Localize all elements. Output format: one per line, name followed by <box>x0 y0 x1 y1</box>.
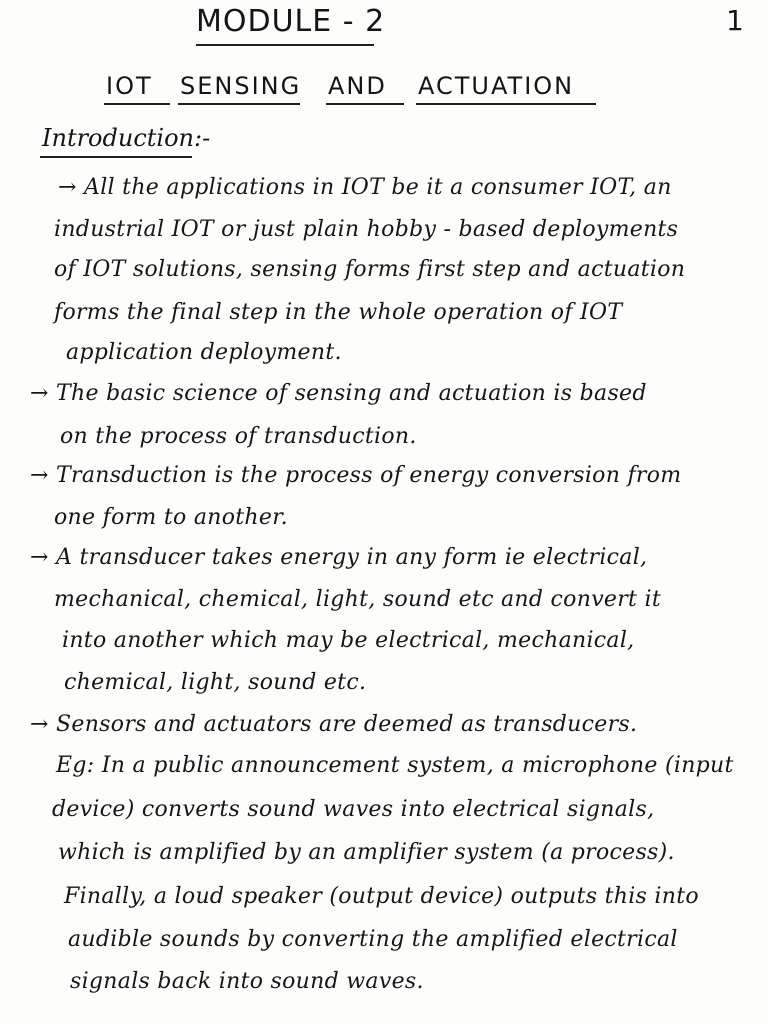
subtitle-word-and: AND <box>328 72 387 100</box>
body-line-18: Finally, a loud speaker (output device) outputs this into <box>64 884 699 909</box>
body-line-3: of IOT solutions, sensing forms first step and actuation <box>54 257 686 282</box>
body-line-10: → A transducer takes energy in any form ie electrical, <box>30 545 648 570</box>
body-line-14: → Sensors and actuators are deemed as transducers. <box>30 712 638 737</box>
body-line-8: → Transduction is the process of energy conversion from <box>30 463 682 488</box>
subtitle-underline-sensing <box>178 103 300 105</box>
section-heading-underline <box>40 156 192 158</box>
body-line-6: → The basic science of sensing and actuation is based <box>30 381 647 406</box>
body-line-4: forms the final step in the whole operation of IOT <box>54 300 623 325</box>
body-line-1: → All the applications in IOT be it a consumer IOT, an <box>58 175 672 200</box>
subtitle-word-actuation: ACTUATION <box>418 72 575 100</box>
body-line-9: one form to another. <box>54 505 288 530</box>
subtitle-underline-iot <box>104 103 170 105</box>
body-line-12: into another which may be electrical, mechanical, <box>62 628 635 653</box>
body-line-13: chemical, light, sound etc. <box>64 670 367 695</box>
body-line-19: audible sounds by converting the amplified electrical <box>68 927 678 952</box>
body-line-7: on the process of transduction. <box>60 424 417 449</box>
body-line-5: application deployment. <box>66 340 342 365</box>
body-line-16: device) converts sound waves into electrical signals, <box>52 797 655 822</box>
subtitle-word-sensing: SENSING <box>180 72 302 100</box>
subtitle-word-iot: IOT <box>106 72 153 100</box>
page-number: 1 <box>726 4 744 37</box>
title-underline <box>196 44 374 46</box>
section-heading: Introduction:- <box>42 124 211 152</box>
body-line-20: signals back into sound waves. <box>70 969 424 994</box>
body-line-2: industrial IOT or just plain hobby - based deployments <box>54 217 679 242</box>
body-line-17: which is amplified by an amplifier system (a process). <box>58 840 675 865</box>
body-line-11: mechanical, chemical, light, sound etc and convert it <box>54 587 661 612</box>
body-line-15: Eg: In a public announcement system, a microphone (input <box>56 753 734 778</box>
subtitle-underline-actuation <box>416 103 596 105</box>
page-title: MODULE - 2 <box>196 4 386 39</box>
subtitle-underline-and <box>326 103 404 105</box>
